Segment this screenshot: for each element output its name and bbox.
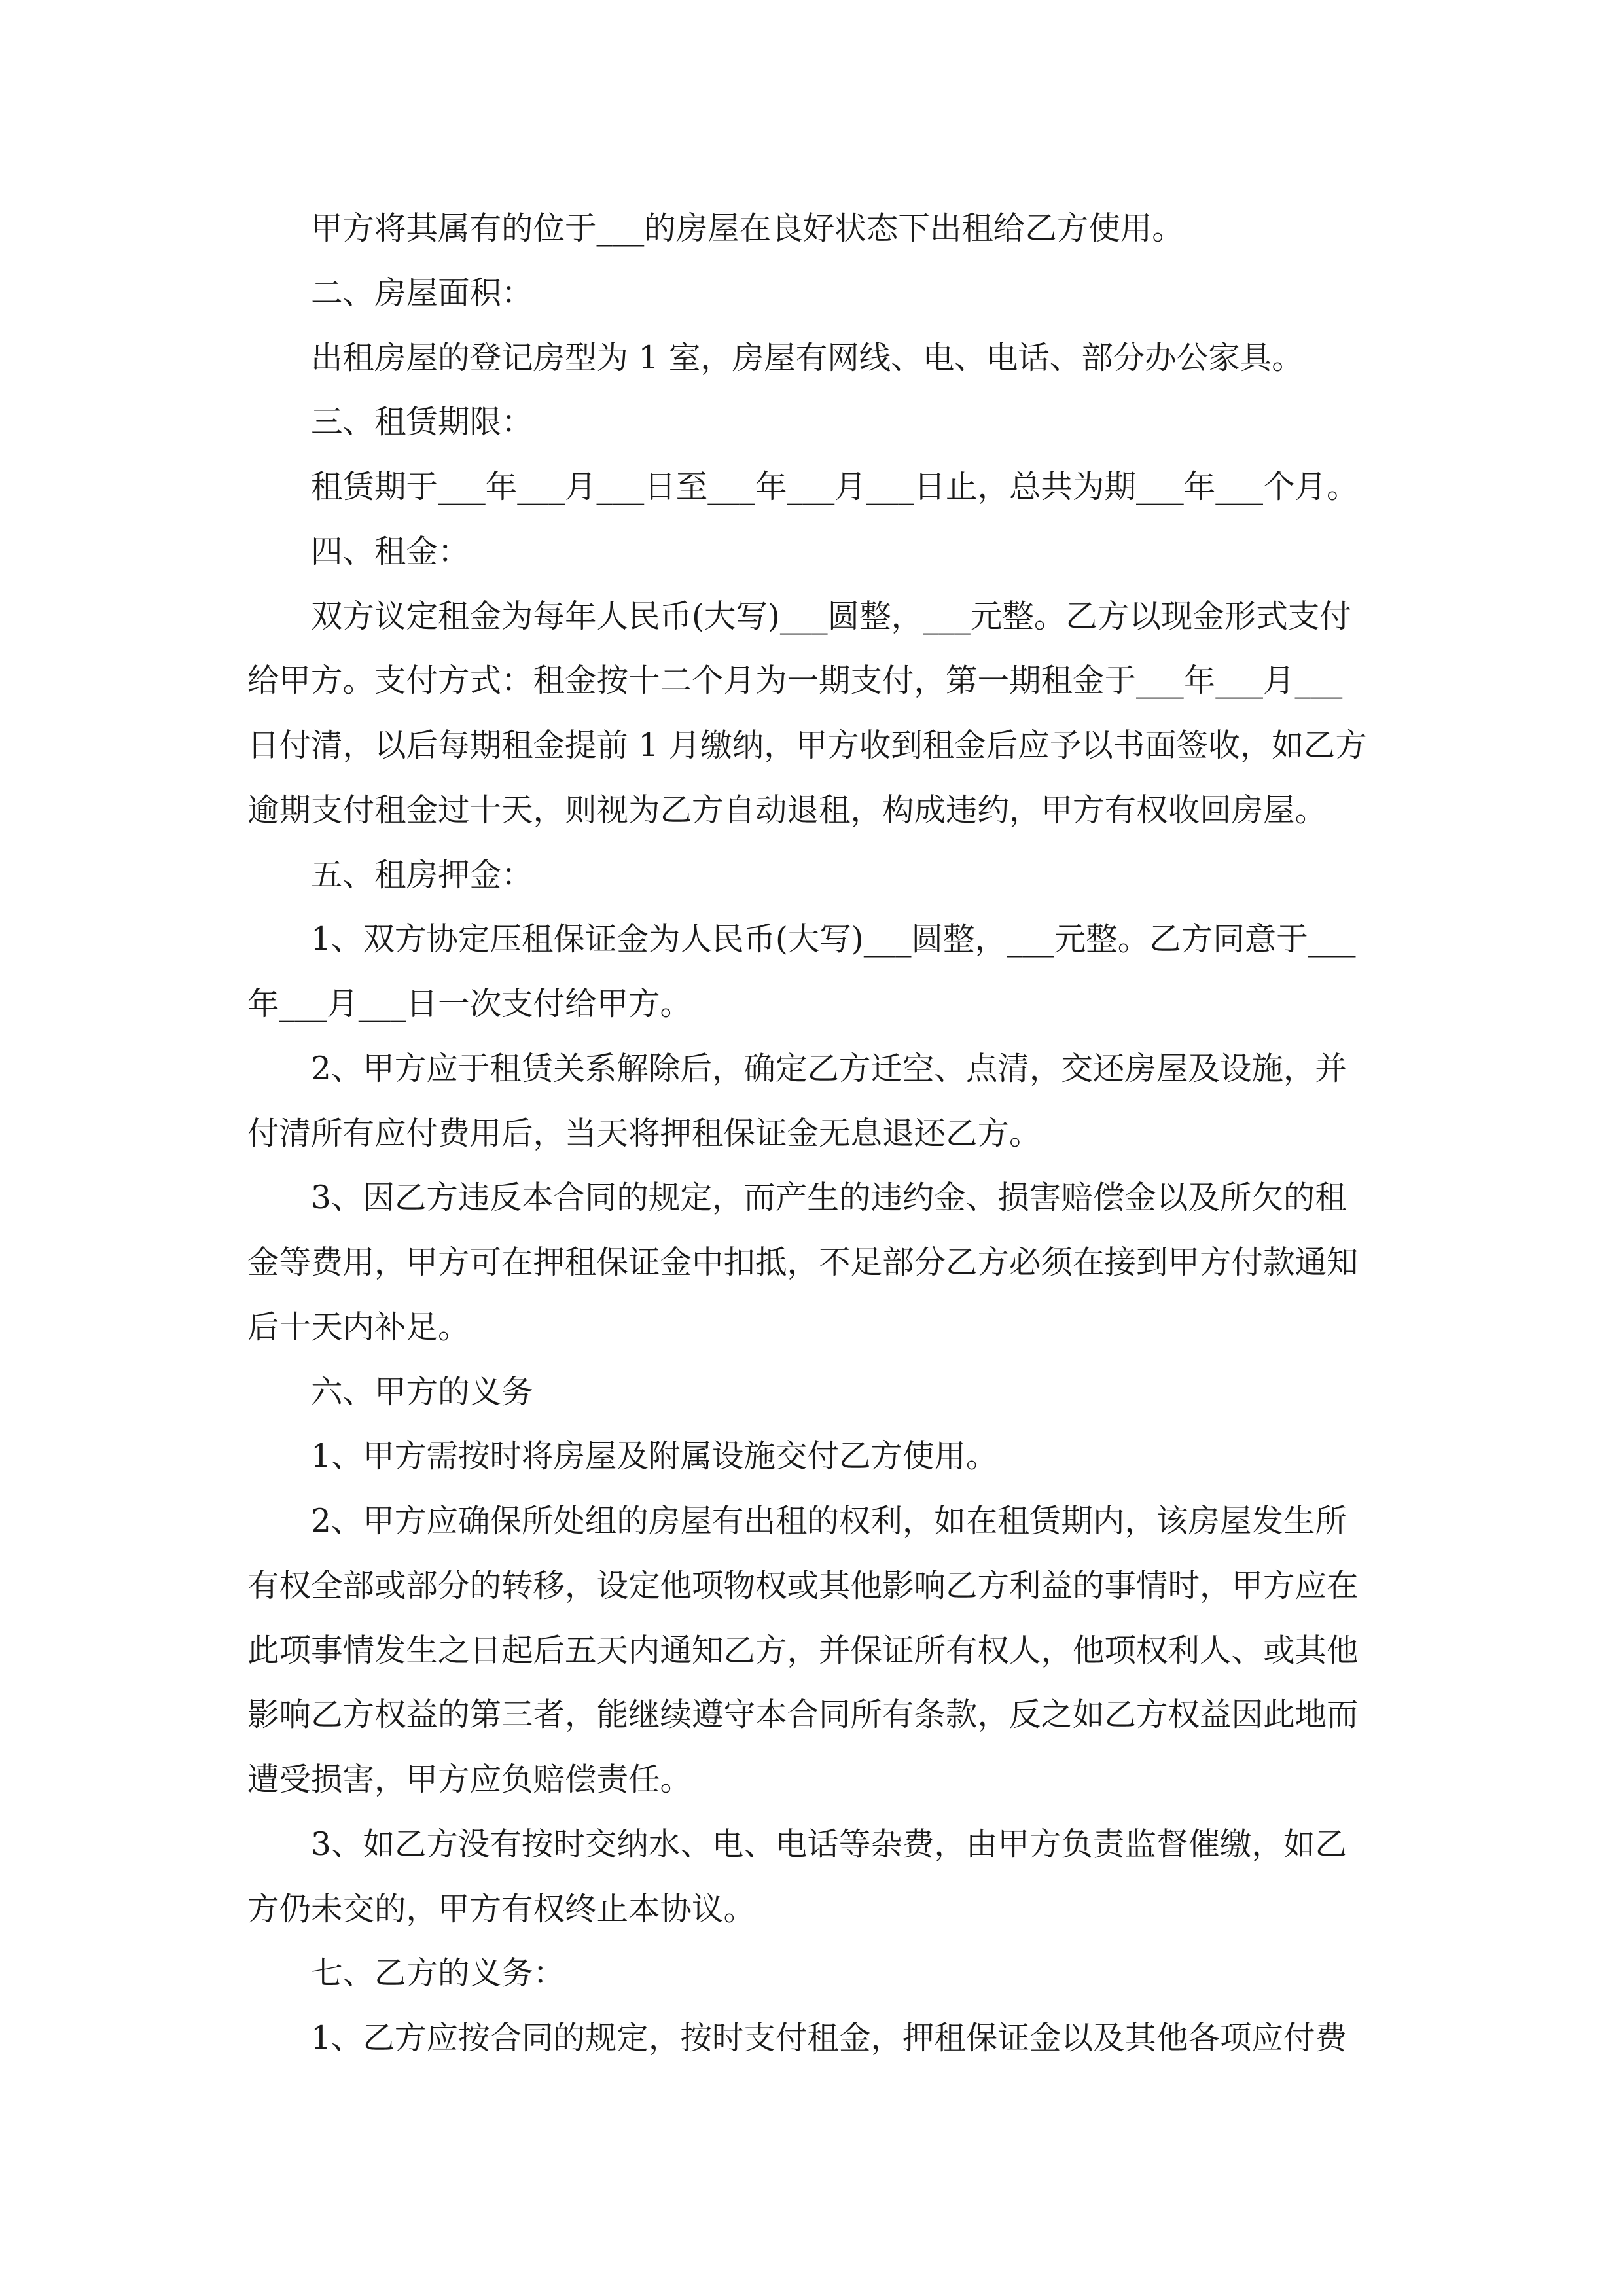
paragraph-line: 1、双方协定压租保证金为人民币(大写)___圆整，___元整。乙方同意于___ [311, 921, 1356, 958]
paragraph-line: 出租房屋的登记房型为 1 室，房屋有网线、电、电话、部分办公家具。 [311, 339, 1304, 376]
paragraph-line: 3、因乙方违反本合同的规定，而产生的违约金、损害赔偿金以及所欠的租 [311, 1179, 1347, 1217]
paragraph-line: 此项事情发生之日起后五天内通知乙方，并保证所有权人，他项权利人、或其他 [247, 1632, 1359, 1669]
paragraph-line: 租赁期于___年___月___日至___年___月___日止，总共为期___年___个月。 [311, 469, 1359, 505]
paragraph-line: 影响乙方权益的第三者，能继续遵守本合同所有条款，反之如乙方权益因此地而 [247, 1696, 1359, 1734]
section-heading: 四、租金： [311, 533, 470, 570]
paragraph-line: 日付清，以后每期租金提前 1 月缴纳，甲方收到租金后应予以书面签收，如乙方 [247, 727, 1367, 764]
paragraph-line: 2、甲方应于租赁关系解除后，确定乙方迁空、点清，交还房屋及设施，并 [311, 1050, 1347, 1087]
section-heading: 六、甲方的义务 [311, 1373, 533, 1410]
paragraph-line: 甲方将其属有的位于___的房屋在良好状态下出租给乙方使用。 [311, 210, 1184, 247]
paragraph-line: 遭受损害，甲方应负赔偿责任。 [247, 1761, 692, 1798]
paragraph-line: 1、甲方需按时将房屋及附属设施交付乙方使用。 [311, 1438, 998, 1475]
paragraph-line: 金等费用，甲方可在押租保证金中扣抵，不足部分乙方必须在接到甲方付款通知 [247, 1244, 1359, 1281]
paragraph-line: 后十天内补足。 [247, 1308, 470, 1346]
paragraph-line: 3、如乙方没有按时交纳水、电、电话等杂费，由甲方负责监督催缴，如乙 [311, 1825, 1347, 1863]
paragraph-line: 双方议定租金为每年人民币(大写)___圆整，___元整。乙方以现金形式支付 [311, 598, 1351, 635]
paragraph-line: 2、甲方应确保所处组的房屋有出租的权利，如在租赁期内，该房屋发生所 [311, 1503, 1347, 1539]
document-page [247, 196, 1386, 2071]
section-heading: 二、房屋面积： [311, 274, 533, 312]
paragraph-line: 给甲方。支付方式：租金按十二个月为一期支付，第一期租金于___年___月___ [247, 662, 1343, 700]
section-heading: 七、乙方的义务： [311, 1955, 565, 1992]
paragraph-line: 有权全部或部分的转移，设定他项物权或其他影响乙方利益的事情时，甲方应在 [247, 1567, 1359, 1604]
section-heading: 五、租房押金： [311, 856, 533, 893]
paragraph-line: 付清所有应付费用后，当天将押租保证金无息退还乙方。 [247, 1115, 1041, 1152]
paragraph-line: 方仍未交的，甲方有权终止本协议。 [247, 1890, 756, 1928]
section-heading: 三、租赁期限： [311, 404, 533, 441]
paragraph-line: 逾期支付租金过十天，则视为乙方自动退租，构成违约，甲方有权收回房屋。 [247, 791, 1327, 829]
paragraph-line: 年___月___日一次支付给甲方。 [247, 986, 692, 1022]
paragraph-line: 1、乙方应按合同的规定，按时支付租金，押租保证金以及其他各项应付费 [311, 2020, 1347, 2056]
